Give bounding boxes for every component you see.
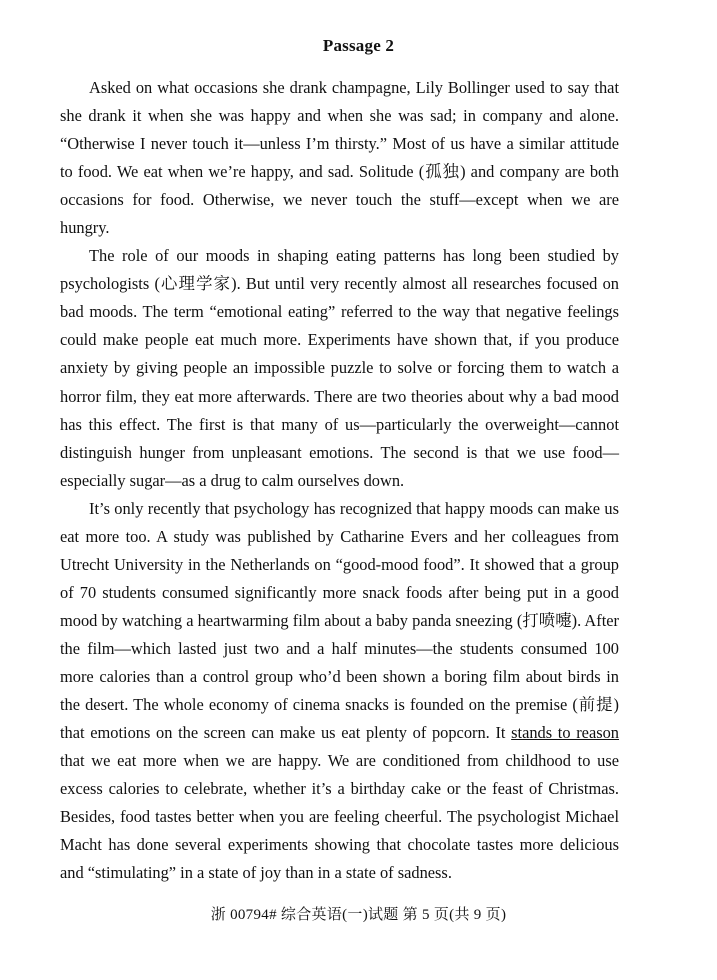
paragraph-3-part-1: It’s only recently that psychology has recognized that happy moods can make us eat more too. A study was published by Catharine Evers and her colleagues from Utrecht University in the Netherlands on “good-mood food”. It showed that a group of 70 students consumed significantly more snack foods after being put in a good mood by watching a heartwarming film about a baby panda sneezing (打喷嚏). After the film—which lasted just two and a half minutes—the students consumed 100 more calories than a control group who’d been shown a boring film about birds in the desert. The whole economy of cinema snacks is founded on the premise (前提) that emotions on the screen can make us eat plenty of popcorn. It xyxy=(60,498,619,743)
passage-title: Passage 2 xyxy=(322,36,395,55)
underlined-phrase: stands to reason xyxy=(511,723,620,743)
paragraph-3 xyxy=(60,495,619,888)
paragraph-1: Asked on what occasions she drank champagne, Lily Bollinger used to say that she drank it when she was happy and when she was sad; in company and alone. “Otherwise I never touch it—unless I’m thirsty.” Most of us have a similar attitude to food. We eat when we’re happy, and sad. Solitude (孤独) and company are both occasions for food. Otherwise, we never touch the stuff—except when we are hungry. xyxy=(60,78,619,238)
paragraph-3-part-2: that we eat more when we are happy. We are conditioned from childhood to use excess calories to celebrate, whether it’s a birthday cake or the feast of Christmas. Besides, food tastes better when you are feeling cheerful. The psychologist Michael Macht has done several experiments showing that chocolate tastes more delicious and “stimulating” in a state of joy than in a state of sadness. xyxy=(60,751,619,883)
paragraph-2: The role of our moods in shaping eating patterns has long been studied by psychologists (心理学家). But until very recently almost all researches focused on bad moods. The term “emotional eating” referred to the way that negative feelings could make people eat much more. Experiments have shown that, if you produce anxiety by giving people an impossible puzzle to solve or forcing them to watch a horror film, they eat more afterwards. There are two theories about why a bad mood has this effect. The first is that many of us—particularly the overweight—cannot distinguish hunger from unpleasant emotions. The second is that we use food—especially sugar—as a drug to calm ourselves down. xyxy=(60,246,619,490)
page-footer: 浙 00794# 综合英语(一)试题 第 5 页(共 9 页) xyxy=(210,907,507,923)
passage-body xyxy=(60,74,619,887)
